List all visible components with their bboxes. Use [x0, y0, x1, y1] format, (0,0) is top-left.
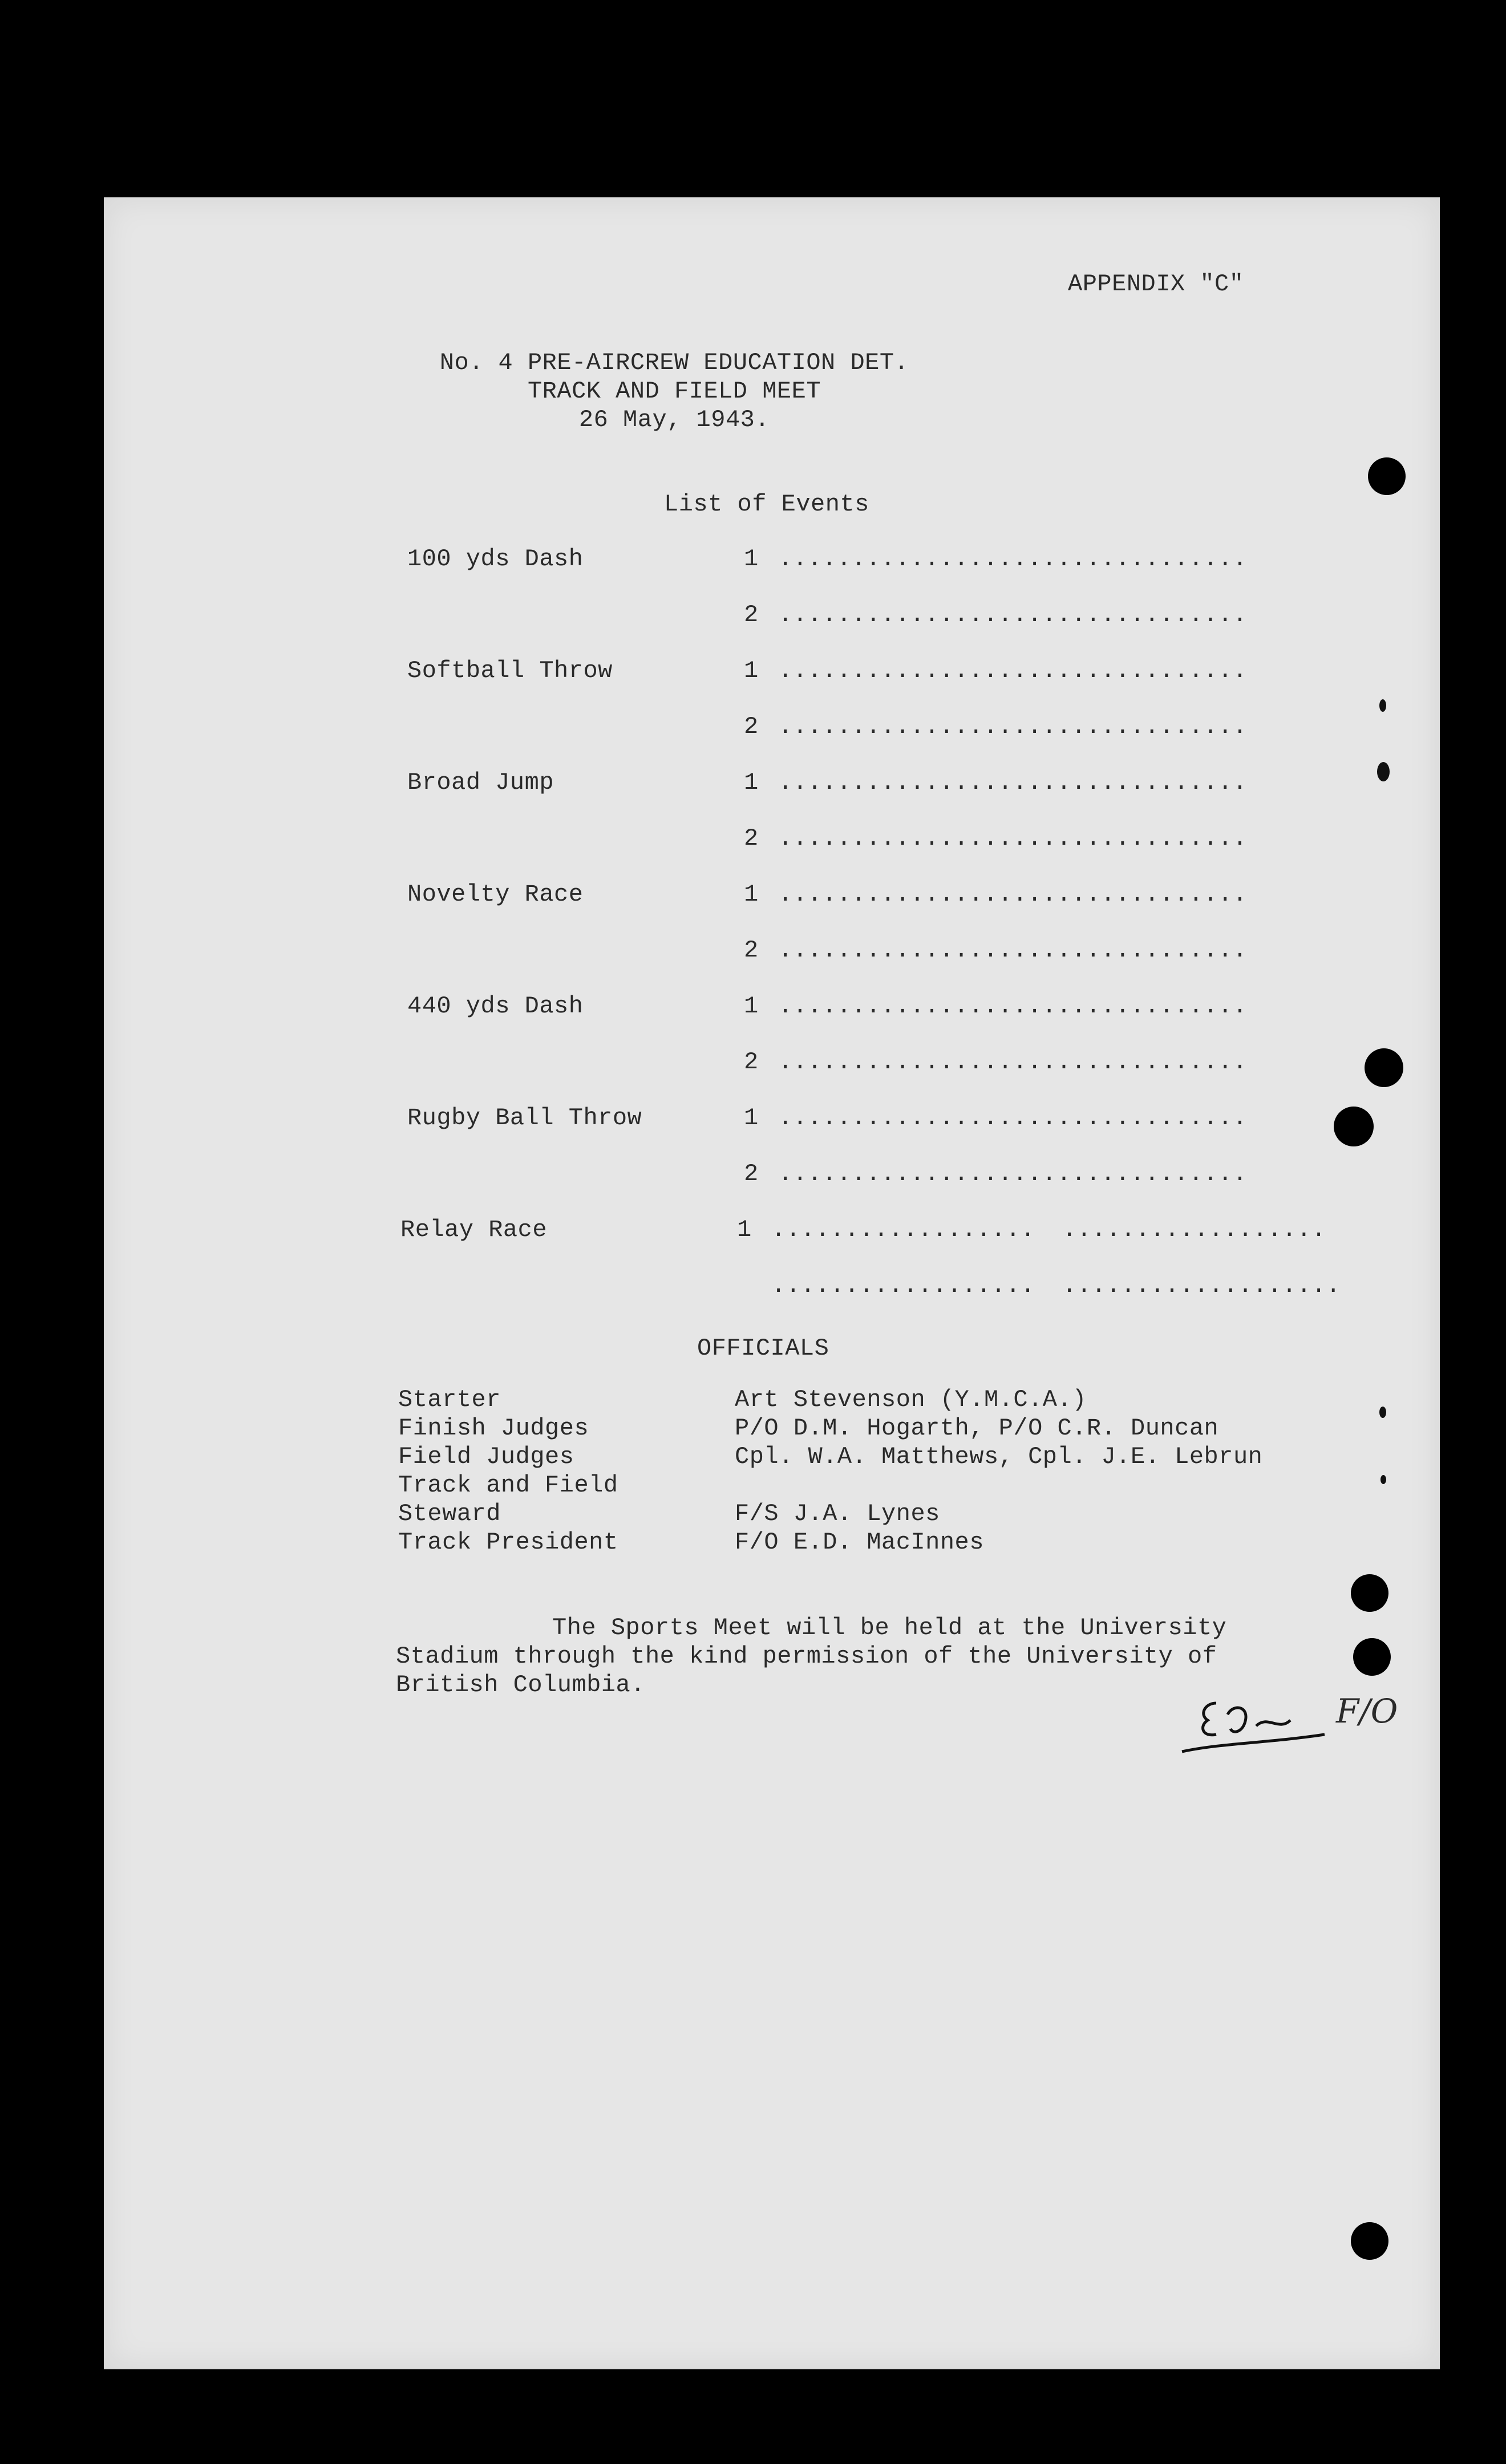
- place-blank: ................................: [778, 545, 1248, 573]
- place-blank: ................................: [778, 601, 1248, 629]
- edge-mark: [1379, 699, 1386, 712]
- note-line-1: The Sports Meet will be held at the University: [552, 1614, 1227, 1642]
- official-role: Steward: [398, 1500, 501, 1527]
- note-line-2: Stadium through the kind permission of the University of: [396, 1643, 1217, 1670]
- place-blank: ..................: [1062, 1216, 1326, 1243]
- edge-mark: [1380, 1475, 1386, 1484]
- official-role: Finish Judges: [398, 1415, 589, 1442]
- event-name: 100 yds Dash: [407, 545, 584, 573]
- edge-mark: [1377, 762, 1390, 781]
- header-event: TRACK AND FIELD MEET: [527, 378, 821, 405]
- document-page: [104, 197, 1440, 2369]
- punch-hole: [1334, 1107, 1374, 1146]
- punch-hole: [1351, 1574, 1388, 1612]
- place-blank: ..................: [771, 1272, 1035, 1299]
- punch-hole: [1351, 2222, 1388, 2260]
- signature-rank: F/O: [1336, 1692, 1398, 1731]
- place-blank: ...................: [1062, 1272, 1341, 1299]
- place-number: 1: [744, 657, 759, 684]
- event-name: Relay Race: [400, 1216, 548, 1243]
- punch-hole: [1353, 1638, 1391, 1676]
- event-name: Novelty Race: [407, 881, 584, 908]
- place-blank: ................................: [778, 992, 1248, 1020]
- event-name: Softball Throw: [407, 657, 613, 684]
- place-blank: ................................: [778, 657, 1248, 684]
- events-title: List of Events: [664, 491, 869, 518]
- place-number: 2: [744, 937, 759, 964]
- note-line-3: British Columbia.: [396, 1671, 645, 1699]
- header-unit: No. 4 PRE-AIRCREW EDUCATION DET.: [439, 349, 909, 376]
- place-number: 1: [744, 769, 759, 796]
- edge-mark: [1379, 1407, 1386, 1418]
- place-blank: ................................: [778, 881, 1248, 908]
- place-number: 2: [744, 601, 759, 629]
- official-name: F/O E.D. MacInnes: [735, 1529, 984, 1556]
- appendix-label: APPENDIX "C": [1068, 270, 1244, 298]
- place-blank: ................................: [778, 1104, 1248, 1132]
- official-name: P/O D.M. Hogarth, P/O C.R. Duncan: [735, 1415, 1219, 1442]
- officials-title: OFFICIALS: [697, 1335, 829, 1362]
- place-blank: ................................: [778, 713, 1248, 740]
- place-blank: ................................: [778, 1160, 1248, 1188]
- signature-scribble: [1176, 1680, 1347, 1760]
- place-number: 2: [744, 1160, 759, 1188]
- official-name: F/S J.A. Lynes: [735, 1500, 940, 1527]
- official-role: Track and Field: [398, 1472, 618, 1499]
- place-number: 1: [744, 1104, 759, 1132]
- official-name: Art Stevenson (Y.M.C.A.): [735, 1386, 1087, 1413]
- official-name: Cpl. W.A. Matthews, Cpl. J.E. Lebrun: [735, 1443, 1263, 1470]
- punch-hole: [1368, 457, 1406, 495]
- place-number: 1: [737, 1216, 752, 1243]
- place-number: 1: [744, 881, 759, 908]
- punch-hole: [1365, 1048, 1403, 1087]
- event-name: 440 yds Dash: [407, 992, 584, 1020]
- place-blank: ................................: [778, 937, 1248, 964]
- place-number: 2: [744, 713, 759, 740]
- header-date: 26 May, 1943.: [578, 406, 770, 433]
- official-role: Starter: [398, 1386, 501, 1413]
- place-number: 1: [744, 545, 759, 573]
- place-blank: ................................: [778, 825, 1248, 852]
- official-role: Track President: [398, 1529, 618, 1556]
- place-number: 2: [744, 1048, 759, 1076]
- place-blank: ................................: [778, 769, 1248, 796]
- event-name: Rugby Ball Throw: [407, 1104, 642, 1132]
- event-name: Broad Jump: [407, 769, 554, 796]
- place-blank: ..................: [771, 1216, 1035, 1243]
- place-number: 2: [744, 825, 759, 852]
- place-blank: ................................: [778, 1048, 1248, 1076]
- place-number: 1: [744, 992, 759, 1020]
- official-role: Field Judges: [398, 1443, 574, 1470]
